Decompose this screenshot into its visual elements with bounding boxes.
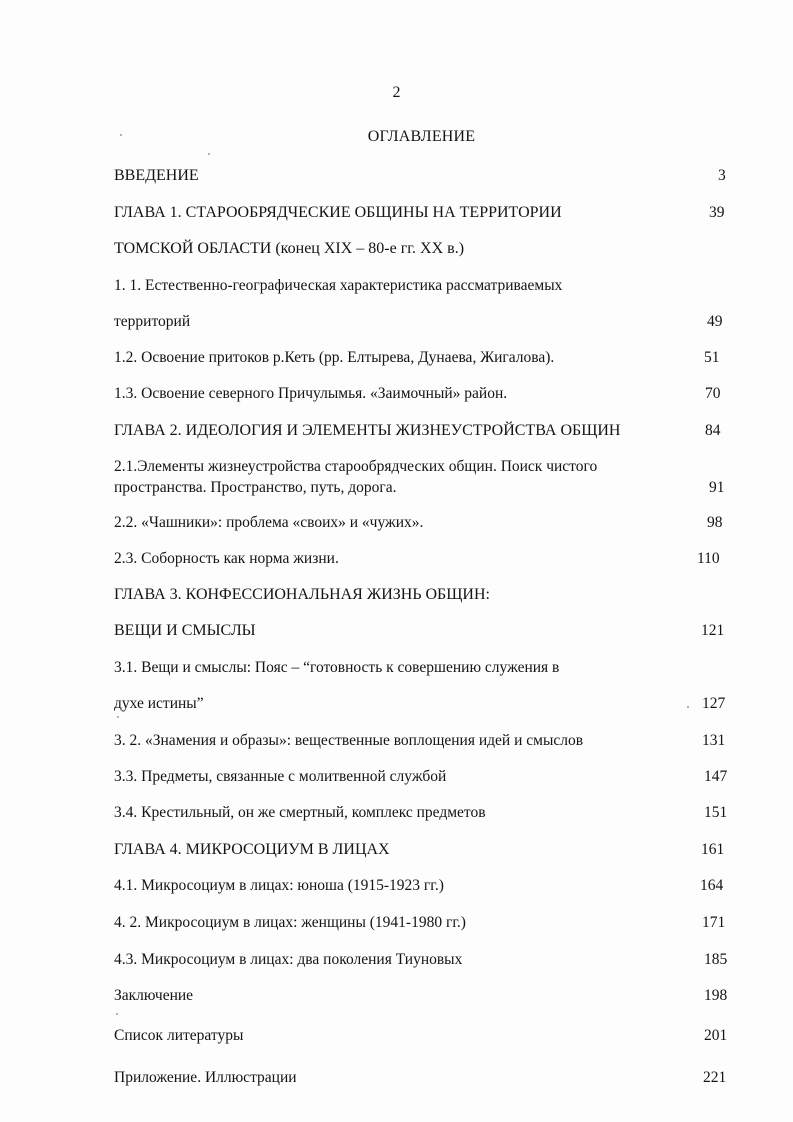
toc-page-4-3: 185	[704, 951, 728, 968]
toc-entry-conclusion: Заключение	[114, 987, 194, 1004]
toc-page-1-1: 49	[707, 313, 723, 330]
toc-page-chapter-1: 39	[709, 204, 725, 221]
toc-page-conclusion: 198	[704, 987, 728, 1004]
toc-entry-3-1: 3.1. Вещи и смыслы: Пояс – “готовность к совершению служения в	[114, 659, 560, 676]
toc-page-appendix: 221	[703, 1069, 727, 1086]
toc-entry-appendix: Приложение. Иллюстрации	[114, 1069, 297, 1086]
toc-title: ОГЛАВЛЕНИЕ	[367, 128, 476, 145]
toc-entry-chapter-1: ГЛАВА 1. СТАРООБРЯДЧЕСКИЕ ОБЩИНЫ НА ТЕРРИТОРИИ	[114, 204, 562, 221]
toc-entry-2-1-cont: пространства. Пространство, путь, дорога.	[114, 479, 397, 496]
toc-entry-chapter-4: ГЛАВА 4. МИКРОСОЦИУМ В ЛИЦАХ	[114, 841, 390, 858]
toc-entry-3-1-cont: духе истины”	[114, 695, 204, 712]
scan-speck	[687, 706, 689, 708]
toc-entry-3-2: 3. 2. «Знамения и образы»: вещественные воплощения идей и смыслов	[114, 732, 584, 749]
scan-speck	[120, 134, 122, 136]
toc-page-4-1: 164	[700, 877, 724, 894]
toc-page-1-3: 70	[705, 385, 721, 402]
toc-page-2-2: 98	[707, 514, 723, 531]
toc-entry-chapter-1-cont: ТОМСКОЙ ОБЛАСТИ (конец XIX – 80-е гг. XX в.)	[114, 240, 465, 257]
toc-entry-2-3: 2.3. Соборность как норма жизни.	[114, 550, 339, 567]
toc-entry-chapter-3: ГЛАВА 3. КОНФЕССИОНАЛЬНАЯ ЖИЗНЬ ОБЩИН:	[114, 586, 490, 603]
toc-entry-3-4: 3.4. Крестильный, он же смертный, комплекс предметов	[114, 804, 486, 821]
toc-entry-1-1-cont: территорий	[114, 313, 191, 330]
scan-speck	[208, 153, 210, 155]
toc-page-4-2: 171	[702, 914, 726, 931]
toc-entry-4-3: 4.3. Микросоциум в лицах: два поколения Тиуновых	[114, 951, 463, 968]
toc-entry-4-1: 4.1. Микросоциум в лицах: юноша (1915-1923 гг.)	[114, 877, 444, 894]
page-number: 2	[392, 84, 401, 101]
toc-page-2-3: 110	[697, 550, 720, 567]
toc-entry-1-1: 1. 1. Естественно-географическая характеристика рассматриваемых	[114, 277, 563, 294]
toc-page-bibliography: 201	[704, 1027, 728, 1044]
toc-entry-1-3: 1.3. Освоение северного Причулымья. «Заимочный» район.	[114, 385, 508, 402]
toc-page-chapter-3: 121	[701, 622, 725, 639]
toc-page-1-2: 51	[704, 349, 720, 366]
toc-page-intro: 3	[718, 167, 726, 184]
toc-entry-3-3: 3.3. Предметы, связанные с молитвенной службой	[114, 768, 447, 785]
toc-page-chapter-4: 161	[701, 841, 725, 858]
toc-entry-4-2: 4. 2. Микросоциум в лицах: женщины (1941-1980 гг.)	[114, 914, 466, 931]
toc-entry-2-1: 2.1.Элементы жизнеустройства старообрядческих общин. Поиск чистого	[114, 458, 598, 475]
toc-page-3-3: 147	[704, 768, 728, 785]
toc-entry-bibliography: Список литературы	[114, 1027, 244, 1044]
toc-entry-intro: ВВЕДЕНИЕ	[114, 167, 199, 184]
scan-speck	[116, 1013, 118, 1015]
toc-page-3-4: 151	[704, 804, 728, 821]
toc-page-3-2: 131	[702, 732, 726, 749]
toc-entry-2-2: 2.2. «Чашники»: проблема «своих» и «чужих».	[114, 514, 424, 531]
toc-page-chapter-2: 84	[705, 422, 721, 439]
toc-page-3-1: 127	[702, 695, 726, 712]
toc-entry-1-2: 1.2. Освоение притоков р.Кеть (рр. Елтырева, Дунаева, Жигалова).	[114, 349, 555, 366]
toc-page-2-1: 91	[709, 479, 725, 496]
toc-entry-chapter-3-cont: ВЕЩИ И СМЫСЛЫ	[114, 622, 256, 639]
toc-entry-chapter-2: ГЛАВА 2. ИДЕОЛОГИЯ И ЭЛЕМЕНТЫ ЖИЗНЕУСТРОЙСТВА ОБЩИН	[114, 422, 621, 439]
scan-speck	[117, 716, 119, 718]
